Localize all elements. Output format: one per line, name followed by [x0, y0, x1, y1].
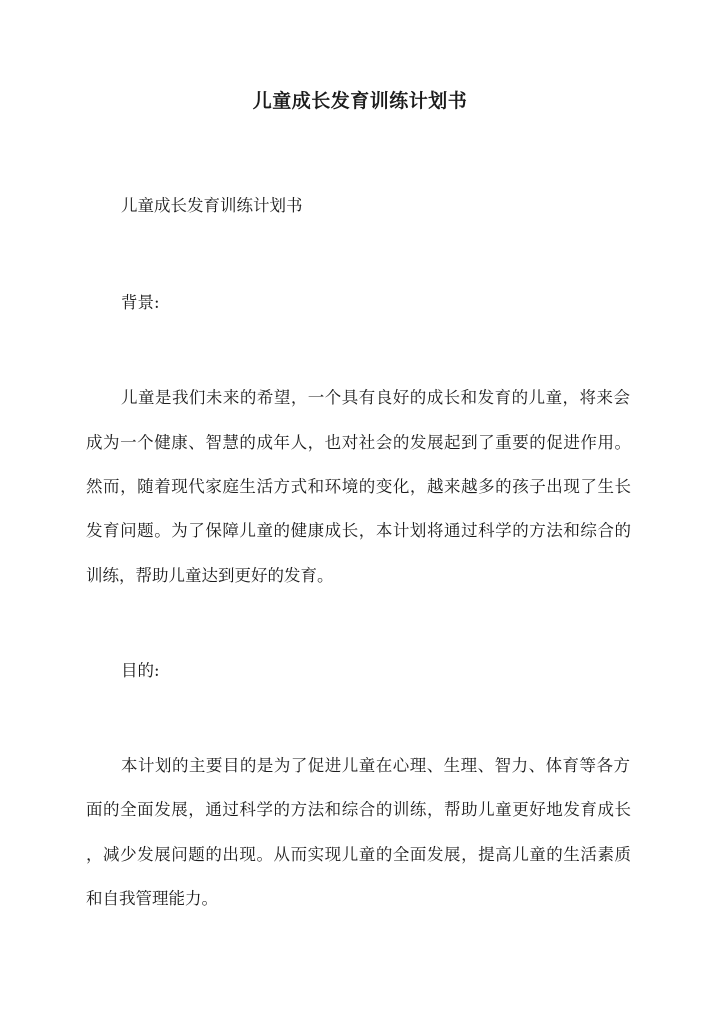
- paragraph-line: ，减少发展问题的出现。从而实现儿童的全面发展，提高儿童的生活素质: [86, 845, 631, 864]
- document-title: 儿童成长发育训练计划书: [252, 90, 468, 112]
- paragraph-line: 和自我管理能力。: [86, 889, 218, 908]
- paragraph-line: 儿童是我们未来的希望，一个具有良好的成长和发育的儿童，将来会: [121, 388, 630, 407]
- paragraph-line: 发育问题。为了保障儿童的健康成长，本计划将通过科学的方法和综合的: [86, 521, 631, 540]
- paragraph-line: 训练，帮助儿童达到更好的发育。: [86, 566, 334, 585]
- paragraph-line: 面的全面发展，通过科学的方法和综合的训练，帮助儿童更好地发育成长: [86, 800, 631, 819]
- paragraph-line: 本计划的主要目的是为了促进儿童在心理、生理、智力、体育等各方: [121, 756, 630, 775]
- document-subtitle: 儿童成长发育训练计划书: [121, 196, 303, 215]
- paragraph-line: 然而，随着现代家庭生活方式和环境的变化，越来越多的孩子出现了生长: [86, 477, 631, 496]
- paragraph-line: 成为一个健康、智慧的成年人，也对社会的发展起到了重要的促进作用。: [86, 433, 631, 452]
- section-heading-background: 背景:: [121, 293, 160, 312]
- section-heading-purpose: 目的:: [121, 661, 160, 680]
